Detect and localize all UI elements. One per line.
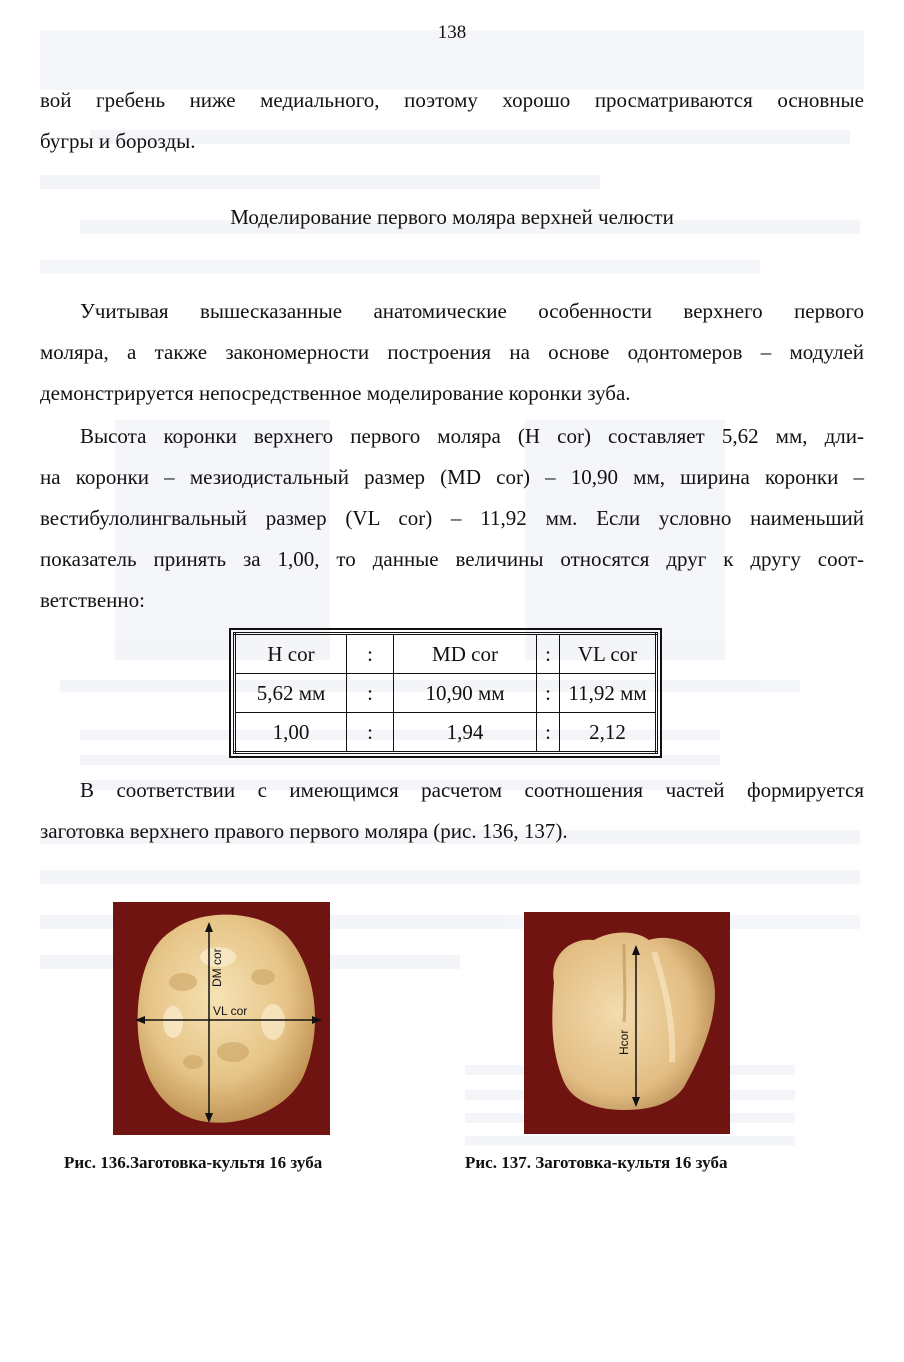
text-line: моляра, а также закономерности построения на основе одонтомеров – модулей: [40, 340, 864, 364]
table-cell: :: [347, 713, 394, 753]
table-row: [235, 713, 657, 753]
text-line: вой гребень ниже медиального, поэтому хорошо просматриваются основные: [40, 88, 864, 112]
dm-cor-label: DM cor: [210, 948, 224, 987]
text-line: вестибулолингвальный размер (VL cor) – 11,92 мм. Если условно наименьший: [40, 506, 864, 530]
figure-136-caption: Рис. 136.Заготовка-культя 16 зуба: [64, 1153, 323, 1172]
table-cell: 2,12: [560, 713, 657, 753]
table-cell: 5,62 мм: [235, 674, 347, 713]
table-cell: 1,94: [394, 713, 537, 753]
table-cell: :: [537, 713, 560, 753]
figure-137-caption: Рис. 137. Заготовка-культя 16 зуба: [465, 1153, 728, 1172]
vl-cor-label: VL cor: [213, 1004, 248, 1018]
table-row: [235, 674, 657, 713]
text-line: демонстрируется непосредственное моделирование коронки зуба.: [40, 381, 631, 405]
text-line: показатель принять за 1,00, то данные величины относятся друг к другу соот-: [40, 547, 864, 571]
paragraph-1: [40, 80, 864, 162]
text-line: на коронки – мезиодистальный размер (MD cor) – 10,90 мм, ширина коронки –: [40, 465, 864, 489]
table-row: [235, 634, 657, 674]
table-cell: :: [347, 674, 394, 713]
page-number: 138: [437, 22, 467, 43]
text-line: ветственно:: [40, 588, 145, 612]
text-line: бугры и борозды.: [40, 129, 196, 153]
tooth-lateral-view: [524, 912, 730, 1134]
text-line: заготовка верхнего правого первого моляра (рис. 136, 137).: [40, 819, 568, 843]
table-cell: :: [537, 634, 560, 674]
table-cell: :: [537, 674, 560, 713]
table-cell: 10,90 мм: [394, 674, 537, 713]
h-cor-label: Hcor: [617, 1029, 631, 1055]
table-cell: MD cor: [394, 634, 537, 674]
figure-137-photo: [524, 912, 730, 1134]
text-line: В соответствии с имеющимся расчетом соотношения частей формируется: [80, 778, 864, 802]
figure-136-photo: [113, 902, 330, 1135]
text-line: Учитывая вышесказанные анатомические особенности верхнего первого: [80, 299, 864, 323]
ratio-table: [233, 632, 658, 754]
paragraph-3: [40, 416, 864, 621]
table-cell: VL cor: [560, 634, 657, 674]
table-cell: :: [347, 634, 394, 674]
paragraph-4: [40, 770, 864, 852]
table-cell: H cor: [235, 634, 347, 674]
paragraph-2: [40, 291, 864, 414]
table-cell: 1,00: [235, 713, 347, 753]
text-line: Высота коронки верхнего первого моляра (H cor) составляет 5,62 мм, дли-: [80, 424, 864, 448]
table-cell: 11,92 мм: [560, 674, 657, 713]
section-heading: Моделирование первого моляра верхней челюсти: [230, 205, 674, 229]
